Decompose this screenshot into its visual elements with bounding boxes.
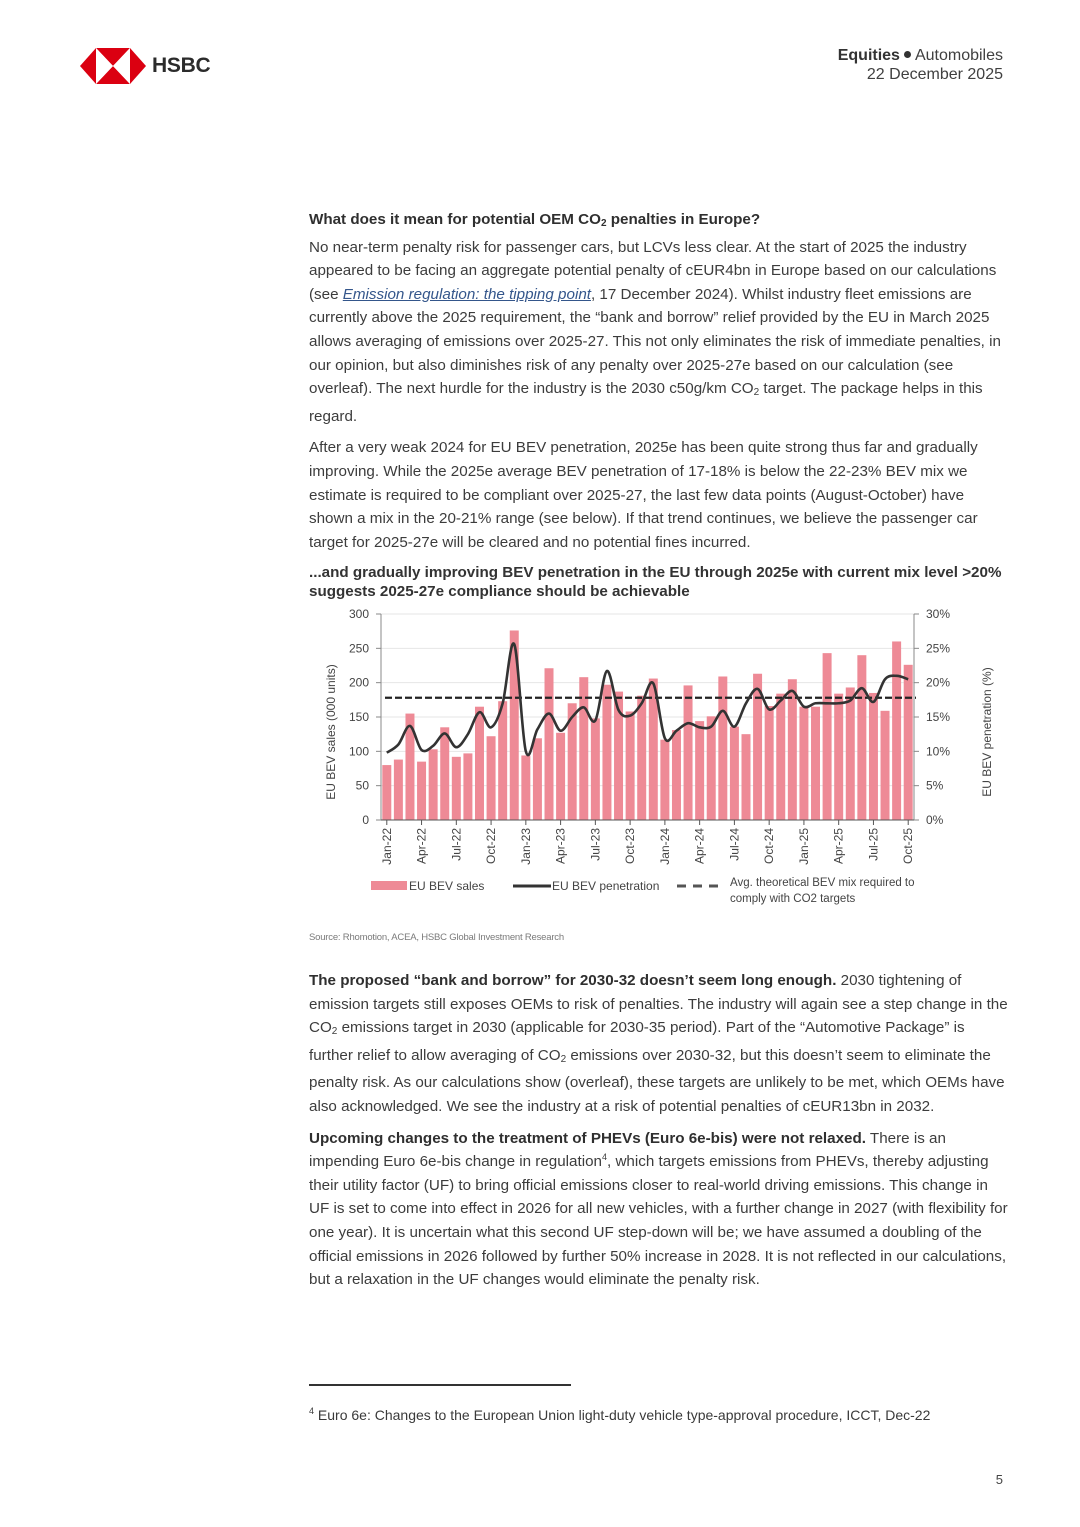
bar-Mar-25 (823, 653, 832, 820)
bar-Jan-22 (382, 765, 391, 820)
bar-Jun-25 (857, 655, 866, 820)
bar-Jan-23 (521, 755, 530, 820)
section-bank-borrow (309, 969, 1009, 1292)
bar-Apr-22 (417, 762, 426, 820)
bullet-dot-icon (904, 51, 911, 58)
bar-Feb-22 (394, 760, 403, 820)
bar-Jun-22 (440, 727, 449, 820)
paragraph-4 (309, 1127, 1009, 1292)
subscript: 2 (600, 218, 607, 229)
x-tick-label: Jan-24 (657, 828, 672, 865)
subscript: 2 (753, 387, 760, 399)
x-tick-label: Jul-24 (727, 828, 742, 861)
bar-May-25 (846, 687, 855, 820)
bar-Aug-25 (881, 711, 890, 820)
x-tick-label: Oct-24 (762, 828, 777, 865)
subsection-label: Automobiles (914, 47, 1003, 64)
paragraph-text: emissions over 2030-32, but this doesn’t seem to eliminate the penalty risk. As our calculations show (overleaf), these targets are unlikely to be met, which OEMs have also acknowledged. We see the industry at a risk of potential penalties of cEUR13bn in 2032. (309, 1046, 1005, 1115)
section-co2-penalties (309, 208, 1009, 554)
hsbc-hexagon-icon (80, 48, 146, 84)
bar-Feb-24 (672, 730, 681, 820)
x-tick-label: Apr-23 (553, 828, 568, 865)
bar-Apr-23 (556, 733, 565, 820)
y2-tick-label: 0% (926, 813, 944, 827)
x-tick-label: Oct-25 (901, 828, 916, 865)
x-tick-label: Jul-25 (866, 828, 881, 861)
paragraph-1 (309, 236, 1009, 429)
bar-Aug-24 (741, 734, 750, 820)
legend-label-penetration: EU BEV penetration (552, 879, 660, 893)
legend-label-target-line2: comply with CO2 targets (730, 893, 856, 905)
bar-Oct-25 (904, 665, 913, 820)
section-label: Equities (837, 47, 900, 64)
y2-tick-label: 5% (926, 778, 944, 793)
y-tick-label: 200 (348, 675, 369, 690)
bar-Apr-25 (834, 694, 843, 820)
bar-Jul-24 (730, 727, 739, 820)
chart-caption: ...and gradually improving BEV penetration in the EU through 2025e with current mix level >20% suggests 2025-27e compliance should be achievable (309, 564, 1002, 600)
bar-Jul-23 (591, 718, 600, 820)
bar-Oct-23 (626, 712, 635, 820)
paragraph-text: , 17 December 2024). Whilst industry fleet emissions are currently above the 2025 requirement, the “bank and borrow” relief provided by the EU in March 2025 allows averaging of emissions over 2025-27. This not only eliminates the risk of immediate penalties, in our opinion, but also diminishes risk of any penalty over 2025-27e based on our calculation (see overleaf). The next hurdle for the industry is the 2030 c50g/km CO (309, 285, 1001, 398)
bar-Mar-23 (545, 668, 554, 820)
paragraph-text: 2030 tightening of emission targets still exposes OEMs to risk of penalties. The industry will again see a step change in the CO (309, 972, 1008, 1037)
bar-Dec-24 (788, 679, 797, 820)
legend-bar-swatch (371, 881, 407, 890)
bar-Apr-24 (695, 721, 704, 820)
paragraph-lead: Upcoming changes to the treatment of PHEVs (Euro 6e-bis) were not relaxed. (309, 1129, 866, 1147)
bar-Jan-25 (799, 707, 808, 820)
bar-May-22 (429, 749, 438, 820)
bev-chart-svg (300, 600, 1020, 930)
hsbc-logo (80, 48, 210, 84)
x-tick-label: Jan-25 (796, 828, 811, 865)
y-tick-label: 50 (355, 778, 369, 793)
bar-Jan-24 (660, 740, 669, 820)
x-tick-label: Apr-24 (692, 828, 707, 865)
x-tick-label: Jul-22 (449, 828, 464, 861)
footnote-ref[interactable]: 4 (601, 1152, 607, 1163)
bar-Sep-22 (475, 707, 484, 820)
paragraph-text: emissions target in 2030 (applicable for 2030-35 period). Part of the “Automotive Package” is further relief to allow averaging of CO (309, 1019, 965, 1064)
footnote (309, 1407, 930, 1423)
section-heading (309, 208, 1009, 236)
heading-text: penalties in Europe? (606, 211, 761, 228)
paragraph-text: , which targets emissions from PHEVs, thereby adjusting their utility factor (UF) to bring official emissions closer to real-world driving emissions. This change in UF is set to come into effect in 2026 for all new vehicles, with a further change in 2027 (with flexibility for one year). It is uncertain what this second UF step-down will be; we have assumed a doubling of the official emissions in 2026 followed by further 50% increase in 2028. It is not reflected in our calculations, but a relaxation in the UF changes would eliminate the penalty risk. (309, 1153, 1008, 1289)
y2-tick-label: 10% (926, 744, 951, 759)
y-tick-label: 0 (362, 813, 369, 827)
x-tick-label: Jan-22 (379, 828, 394, 865)
subscript: 2 (331, 1026, 338, 1038)
footnote-number: 4 (309, 1406, 315, 1416)
bar-Feb-23 (533, 738, 542, 820)
subscript: 2 (560, 1053, 567, 1065)
bar-Oct-22 (487, 736, 496, 820)
legend-label-sales: EU BEV sales (409, 879, 485, 893)
bar-Mar-24 (684, 685, 693, 820)
x-tick-label: Jan-23 (518, 828, 533, 865)
y2-tick-label: 20% (926, 675, 951, 690)
y2-tick-label: 25% (926, 641, 951, 656)
paragraph-lead: The proposed “bank and borrow” for 2030-32 doesn’t seem long enough. (309, 972, 837, 989)
paragraph-text: There is an impending Euro 6e-bis change in regulation (309, 1129, 946, 1171)
heading-text: What does it mean for potential OEM CO (309, 211, 601, 228)
paragraph-2: After a very weak 2024 for EU BEV penetration, 2025e has been quite strong thus far and gradually improving. While the 2025e average BEV penetration of 17-18% is below the 22-23% BEV mix we estimate is required to be compliant over 2025-27, the last few data points (August-October) have shown a mix in the 20-21% range (see below). If that trend continues, we believe the passenger car target for 2025-27e will be cleared and no potential fines incurred. (309, 439, 978, 551)
brand-name: HSBC (152, 54, 211, 77)
x-tick-label: Jul-23 (588, 828, 603, 861)
y2-axis-title: EU BEV penetration (%) (980, 667, 994, 797)
x-tick-label: Oct-22 (484, 828, 499, 865)
footnote-divider (309, 1384, 571, 1386)
y-tick-label: 150 (348, 710, 369, 724)
x-tick-label: Apr-22 (414, 828, 429, 865)
y-axis-title: EU BEV sales (000 units) (324, 664, 338, 800)
y2-tick-label: 30% (926, 607, 951, 621)
bar-Sep-25 (892, 641, 901, 820)
bar-Oct-24 (765, 706, 774, 820)
paragraph-text: target. The package helps in this regard. (309, 380, 983, 425)
report-date: 22 December 2025 (866, 66, 1003, 83)
y2-tick-label: 15% (926, 710, 951, 724)
page-number: 5 (995, 1472, 1003, 1487)
paragraph-3 (309, 969, 1009, 1119)
bar-Jul-22 (452, 757, 461, 820)
x-tick-label: Oct-23 (623, 828, 638, 865)
legend-label-target-line1: Avg. theoretical BEV mix required to (730, 877, 915, 889)
x-tick-label: Apr-25 (831, 828, 846, 865)
bar-Aug-23 (602, 685, 611, 820)
y-tick-label: 250 (348, 641, 369, 656)
y-tick-label: 100 (348, 744, 369, 759)
report-header (838, 46, 1003, 84)
report-link[interactable]: Emission regulation: the tipping point (342, 285, 591, 303)
bar-Aug-22 (463, 753, 472, 820)
paragraph-text: No near-term penalty risk for passenger cars, but LCVs less clear. At the start of 2025 the industry appeared to be facing an aggregate potential penalty of cEUR4bn in Europe based on our calculations (see (309, 238, 997, 303)
bar-Nov-24 (776, 694, 785, 820)
bar-May-24 (707, 716, 716, 820)
footnote-text: Euro 6e: Changes to the European Union light-duty vehicle type-approval procedure, ICCT, Dec-22 (314, 1407, 931, 1423)
bev-chart (300, 600, 1020, 930)
bar-Nov-22 (498, 701, 507, 820)
bar-Feb-25 (811, 707, 820, 820)
bar-Nov-23 (637, 696, 646, 820)
y-tick-label: 300 (348, 607, 369, 621)
chart-source: Source: Rhomotion, ACEA, HSBC Global Investment Research (309, 932, 564, 943)
bar-Jul-25 (869, 693, 878, 820)
